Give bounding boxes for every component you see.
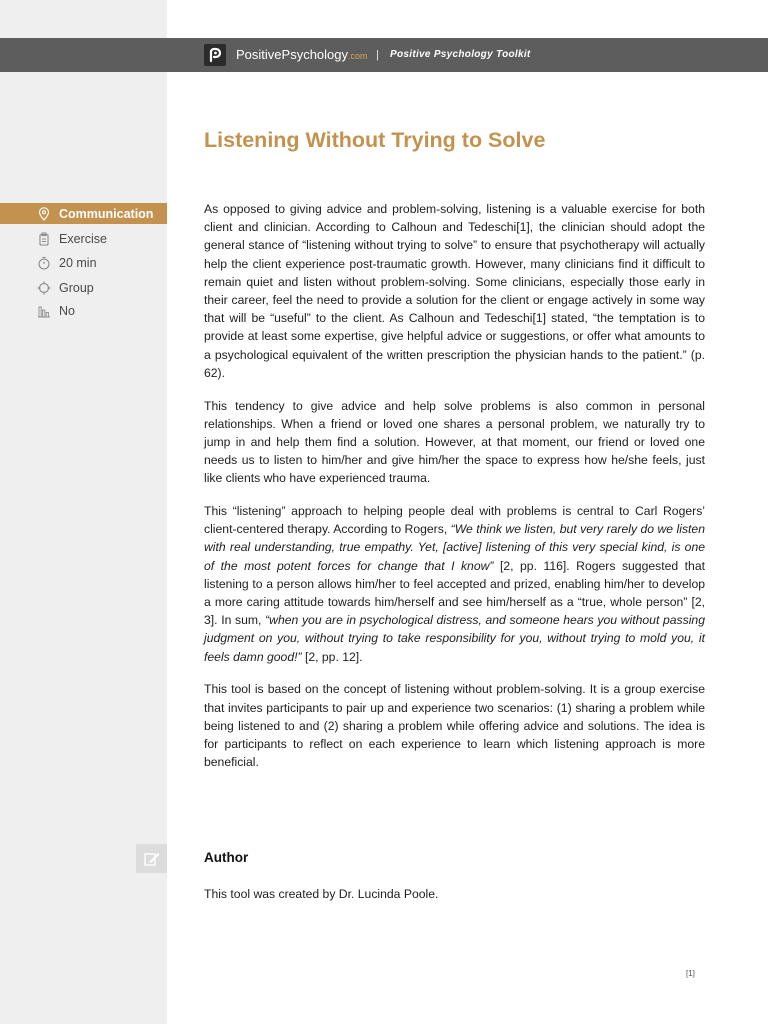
edit-icon — [136, 844, 167, 873]
meta-label: Communication — [59, 207, 154, 221]
map-pin-icon — [37, 207, 51, 221]
logo-icon — [204, 44, 226, 66]
meta-item-duration — [37, 254, 97, 272]
header-separator: | — [376, 49, 379, 61]
meta-label: 20 min — [59, 256, 97, 270]
toolkit-label: Positive Psychology Toolkit — [390, 49, 531, 60]
stopwatch-icon — [37, 256, 51, 270]
paragraph: This “listening” approach to helping people deal with problems is central to Carl Rogers’ client-centered therapy. According to Rogers, “We think we listen, but very rarely do we listen with real understanding, true empathy. Yet, [active] listening of this very special kind, is one of the most potent forces for change that I know” [2, pp. 116]. Rogers suggested that listening to a person allows him/her to feel accepted and prized, enabling him/her to develop a more caring attitude towards him/herself and see him/herself as a “true, whole person” [2, 3]. In sum, “when you are in psychological distress, and someone hears you without passing judgment on you, without trying to take responsibility for you, without trying to mold you, it feels damn good!” [2, pp. 12]. — [204, 504, 706, 664]
paragraph: As opposed to giving advice and problem-solving, listening is a valuable exercise for both client and clinician. According to Calhoun and Tedeschi[1], the clinician should adopt the general stance of “listening without trying to solve” to ensure that psychotherapy will actually help the client experience post-traumatic growth. However, many clinicians find it difficult to remain quiet and listen without problem-solving. Some clinicians, especially those early in their career, feel the need to provide a solution for the client or engage actively in some way that will be “useful” to the client. As Calhoun and Tedeschi[1] stated, “the temptation is to provide at least some expertise, give helpful advice or suggestions, or offer what amounts to a psychological equivalent of the written prescription the physician hands to the patient.” (p. 62). — [204, 202, 705, 380]
meta-label: Group — [59, 281, 94, 295]
quote: “when you are in psychological distress, and someone hears you without passing judgment on you, without trying to take responsibility for you, without trying to mold you, it feels damn good!” — [204, 613, 705, 664]
clipboard-icon — [37, 232, 51, 246]
brand-suffix: .com — [348, 51, 368, 61]
bar-chart-icon — [37, 304, 51, 318]
author-text: This tool was created by Dr. Lucinda Poole. — [204, 887, 439, 901]
meta-item-exercise — [37, 230, 107, 248]
header-bar — [0, 38, 768, 72]
brand-name: PositivePsychology.com — [236, 47, 368, 62]
paragraph: This tendency to give advice and help solve problems is also common in personal relationships. When a friend or loved one shares a personal problem, we naturally try to jump in and help them find a solution. However, at that moment, our friend or loved one needs us to listen to him/her and give him/her the space to express how he/she feels, just like clients who have experienced trauma. — [204, 398, 705, 486]
body-text — [204, 200, 705, 786]
author-heading: Author — [204, 850, 249, 865]
page-title: Listening Without Trying to Solve — [204, 128, 546, 152]
meta-item-group — [37, 279, 94, 297]
crosshair-icon — [37, 281, 51, 295]
meta-label: Exercise — [59, 232, 107, 246]
meta-item-materials — [37, 302, 75, 320]
paragraph: This tool is based on the concept of listening without problem-solving. It is a group exercise that invites participants to pair up and experience two scenarios: (1) sharing a problem while being listened to and (2) sharing a problem while offering advice and solutions. The idea is for participants to reflect on each experience to learn which listening approach is more beneficial. — [204, 682, 705, 770]
footnote-marker: [1] — [686, 969, 695, 978]
meta-item-communication — [37, 205, 153, 223]
meta-label: No — [59, 304, 75, 318]
quote: “We think we listen, but very rarely do we listen with real understanding, true empathy. Yet, [active] listening of this very special kind, is one of the most potent forces for change that I know” — [204, 522, 705, 573]
